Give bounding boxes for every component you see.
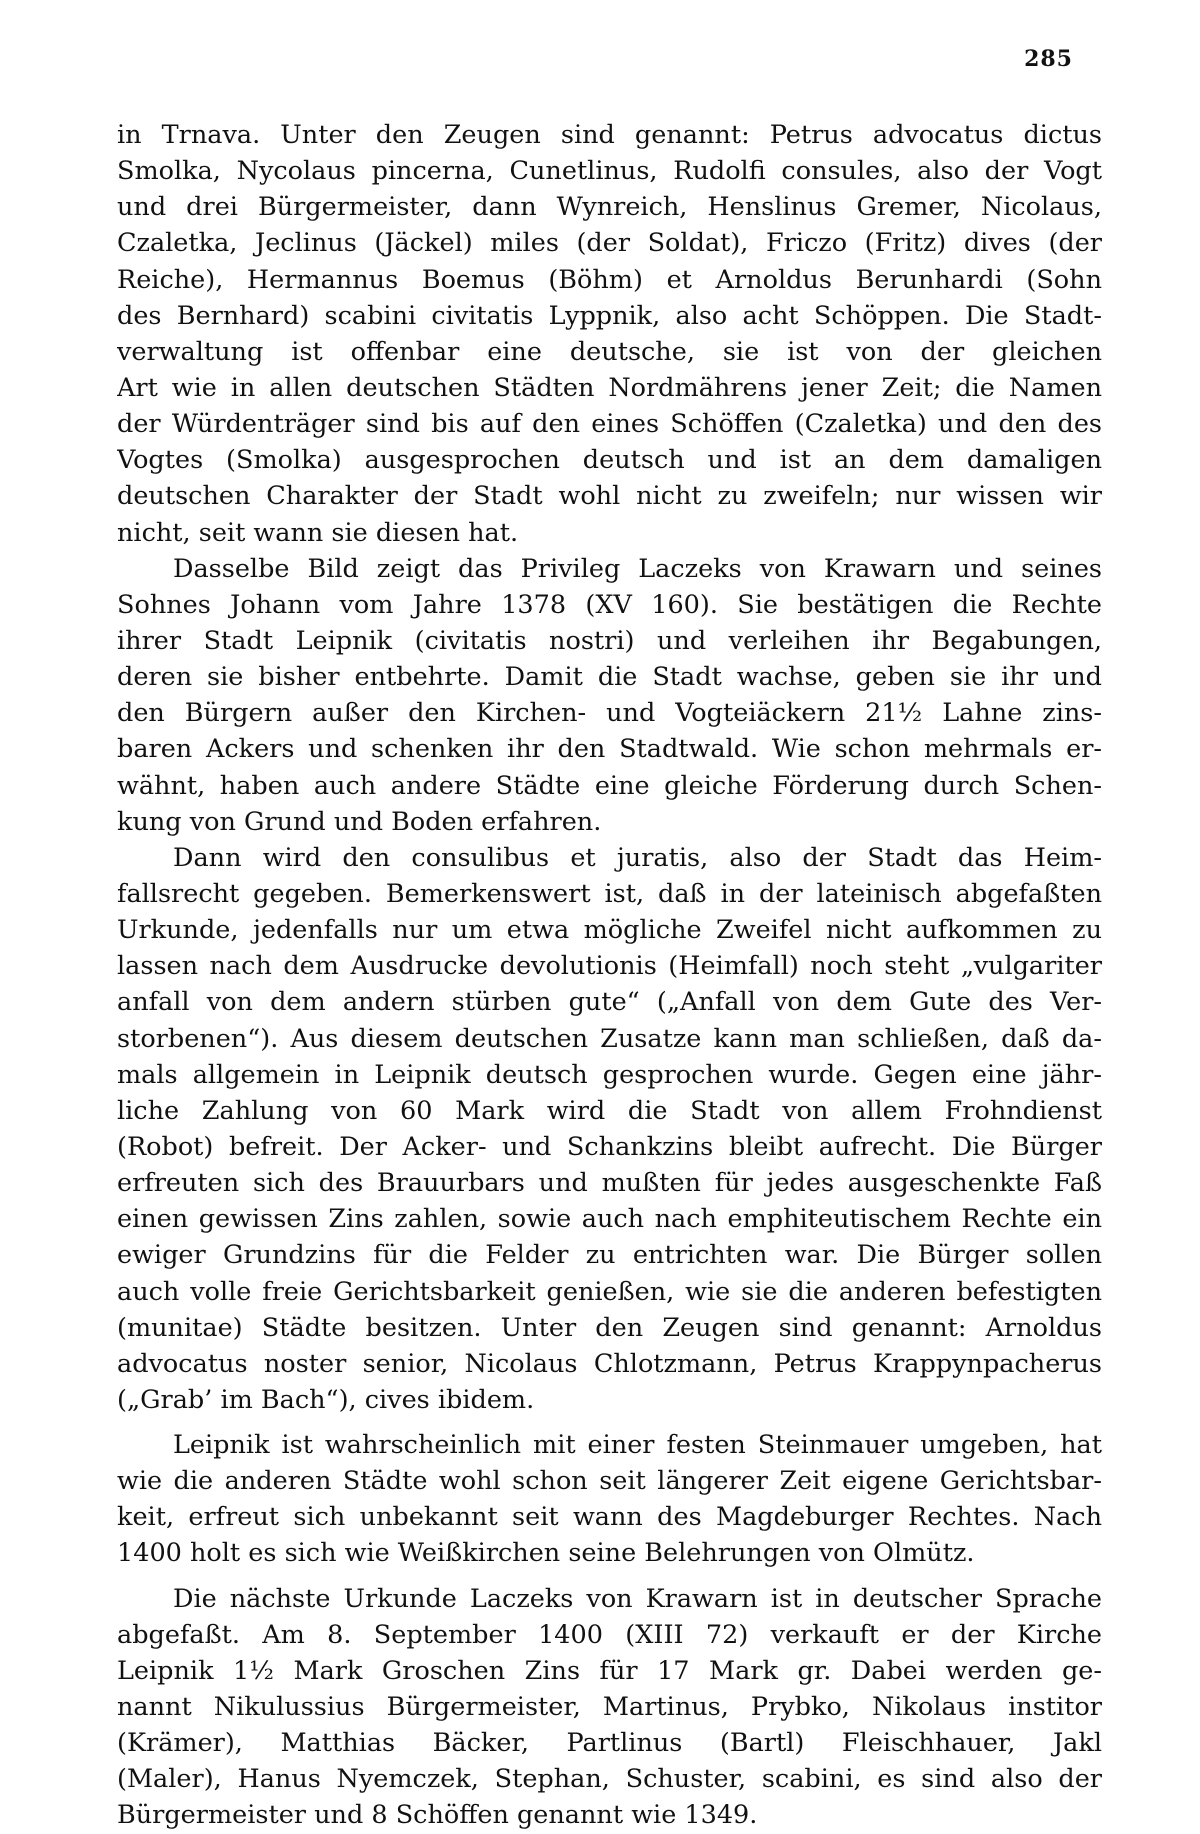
paragraph-gap: [117, 1418, 1102, 1427]
paragraph: [117, 551, 1102, 840]
text-line: wie die anderen Städte wohl schon seit längerer Zeit eigene Gerichtsbar-: [117, 1466, 1102, 1497]
paragraph: [117, 1581, 1102, 1834]
body-text: [117, 117, 1102, 1834]
text-line: nannt Nikulussius Bürgermeister, Martinus, Prybko, Nikolaus institor: [117, 1692, 1102, 1723]
text-line: 1400 holt es sich wie Weißkirchen seine Belehrungen von Olmütz.: [117, 1538, 975, 1569]
text-line: mals allgemein in Leipnik deutsch gesprochen wurde. Gegen eine jähr-: [117, 1059, 1102, 1090]
text-line: ewiger Grundzins für die Felder zu entrichten war. Die Bürger sollen: [117, 1240, 1102, 1271]
text-line: Smolka, Nycolaus pincerna, Cunetlinus, Rudolfi consules, also der Vogt: [117, 156, 1102, 187]
text-line: Bürgermeister und 8 Schöffen genannt wie 1349.: [117, 1800, 758, 1831]
page-number: 285: [1024, 46, 1073, 72]
text-line: ihrer Stadt Leipnik (civitatis nostri) und verleihen ihr Begabungen,: [117, 625, 1102, 656]
text-line: (Krämer), Matthias Bäcker, Partlinus (Bartl) Fleischhauer, Jakl: [117, 1728, 1102, 1759]
text-line: liche Zahlung von 60 Mark wird die Stadt von allem Frohndienst: [117, 1095, 1102, 1126]
text-line: nicht, seit wann sie diesen hat.: [117, 517, 519, 548]
text-line: und drei Bürgermeister, dann Wynreich, Henslinus Gremer, Nicolaus,: [117, 192, 1102, 223]
text-line: der Würdenträger sind bis auf den eines Schöffen (Czaletka) und den des: [117, 409, 1102, 440]
text-line: Urkunde, jedenfalls nur um etwa mögliche Zweifel nicht aufkommen zu: [117, 915, 1102, 946]
text-line: Vogtes (Smolka) ausgesprochen deutsch und ist an dem damaligen: [117, 445, 1102, 476]
text-line: storbenen“). Aus diesem deutschen Zusatze kann man schließen, daß da-: [117, 1023, 1102, 1054]
text-line: erfreuten sich des Brauurbars und mußten für jedes ausgeschenkte Faß: [117, 1168, 1102, 1199]
text-line: einen gewissen Zins zahlen, sowie auch nach emphiteutischem Rechte ein: [117, 1204, 1102, 1235]
text-line: verwaltung ist offenbar eine deutsche, sie ist von der gleichen: [117, 336, 1102, 367]
text-line: Dasselbe Bild zeigt das Privileg Laczeks von Krawarn und seines: [173, 553, 1102, 584]
paragraph-gap: [117, 1572, 1102, 1581]
text-line: Reiche), Hermannus Boemus (Böhm) et Arnoldus Berunhardi (Sohn: [117, 264, 1102, 295]
text-line: deren sie bisher entbehrte. Damit die Stadt wachse, geben sie ihr und: [117, 662, 1102, 693]
paragraph: [117, 117, 1102, 551]
text-line: des Bernhard) scabini civitatis Lyppnik, also acht Schöppen. Die Stadt-: [117, 300, 1102, 331]
text-line: keit, erfreut sich unbekannt seit wann des Magdeburger Rechtes. Nach: [117, 1502, 1102, 1533]
text-line: fallsrecht gegeben. Bemerkenswert ist, daß in der lateinisch abgefaßten: [117, 878, 1102, 909]
text-line: deutschen Charakter der Stadt wohl nicht zu zweifeln; nur wissen wir: [117, 481, 1102, 512]
text-line: den Bürgern außer den Kirchen- und Vogteiäckern 21½ Lahne zins-: [117, 698, 1102, 729]
text-line: in Trnava. Unter den Zeugen sind genannt: Petrus advocatus dictus: [117, 120, 1102, 150]
text-line: Leipnik ist wahrscheinlich mit einer festen Steinmauer umgeben, hat: [173, 1430, 1102, 1461]
text-line: (Maler), Hanus Nyemczek, Stephan, Schuster, scabini, es sind also der: [117, 1764, 1102, 1795]
text-line: baren Ackers und schenken ihr den Stadtwald. Wie schon mehrmals er-: [117, 734, 1102, 765]
text-line: advocatus noster senior, Nicolaus Chlotzmann, Petrus Krappynpacherus: [117, 1348, 1102, 1379]
paragraph: [117, 1427, 1102, 1572]
text-line: Die nächste Urkunde Laczeks von Krawarn ist in deutscher Sprache: [173, 1583, 1102, 1614]
paragraph: [117, 840, 1102, 1418]
text-line: („Grab’ im Bach“), cives ibidem.: [117, 1384, 535, 1415]
text-line: (munitae) Städte besitzen. Unter den Zeugen sind genannt: Arnoldus: [117, 1312, 1102, 1343]
text-line: Leipnik 1½ Mark Groschen Zins für 17 Mark gr. Dabei werden ge-: [117, 1655, 1102, 1686]
text-line: anfall von dem andern stürben gute“ („Anfall von dem Gute des Ver-: [117, 987, 1102, 1018]
text-line: Czaletka, Jeclinus (Jäckel) miles (der Soldat), Friczo (Fritz) dives (der: [117, 228, 1102, 259]
text-line: auch volle freie Gerichtsbarkeit genießen, wie sie die anderen befestigten: [117, 1276, 1102, 1307]
text-line: wähnt, haben auch andere Städte eine gleiche Förderung durch Schen-: [117, 770, 1102, 801]
text-line: Art wie in allen deutschen Städten Nordmährens jener Zeit; die Namen: [117, 372, 1102, 403]
text-line: Dann wird den consulibus et juratis, also der Stadt das Heim-: [173, 842, 1102, 873]
text-line: kung von Grund und Boden erfahren.: [117, 806, 602, 837]
text-line: (Robot) befreit. Der Acker- und Schankzins bleibt aufrecht. Die Bürger: [117, 1131, 1102, 1162]
text-line: abgefaßt. Am 8. September 1400 (XIII 72) verkauft er der Kirche: [117, 1619, 1102, 1650]
text-line: lassen nach dem Ausdrucke devolutionis (Heimfall) noch steht „vulgariter: [117, 951, 1102, 982]
text-line: Sohnes Johann vom Jahre 1378 (XV 160). Sie bestätigen die Rechte: [117, 589, 1102, 620]
